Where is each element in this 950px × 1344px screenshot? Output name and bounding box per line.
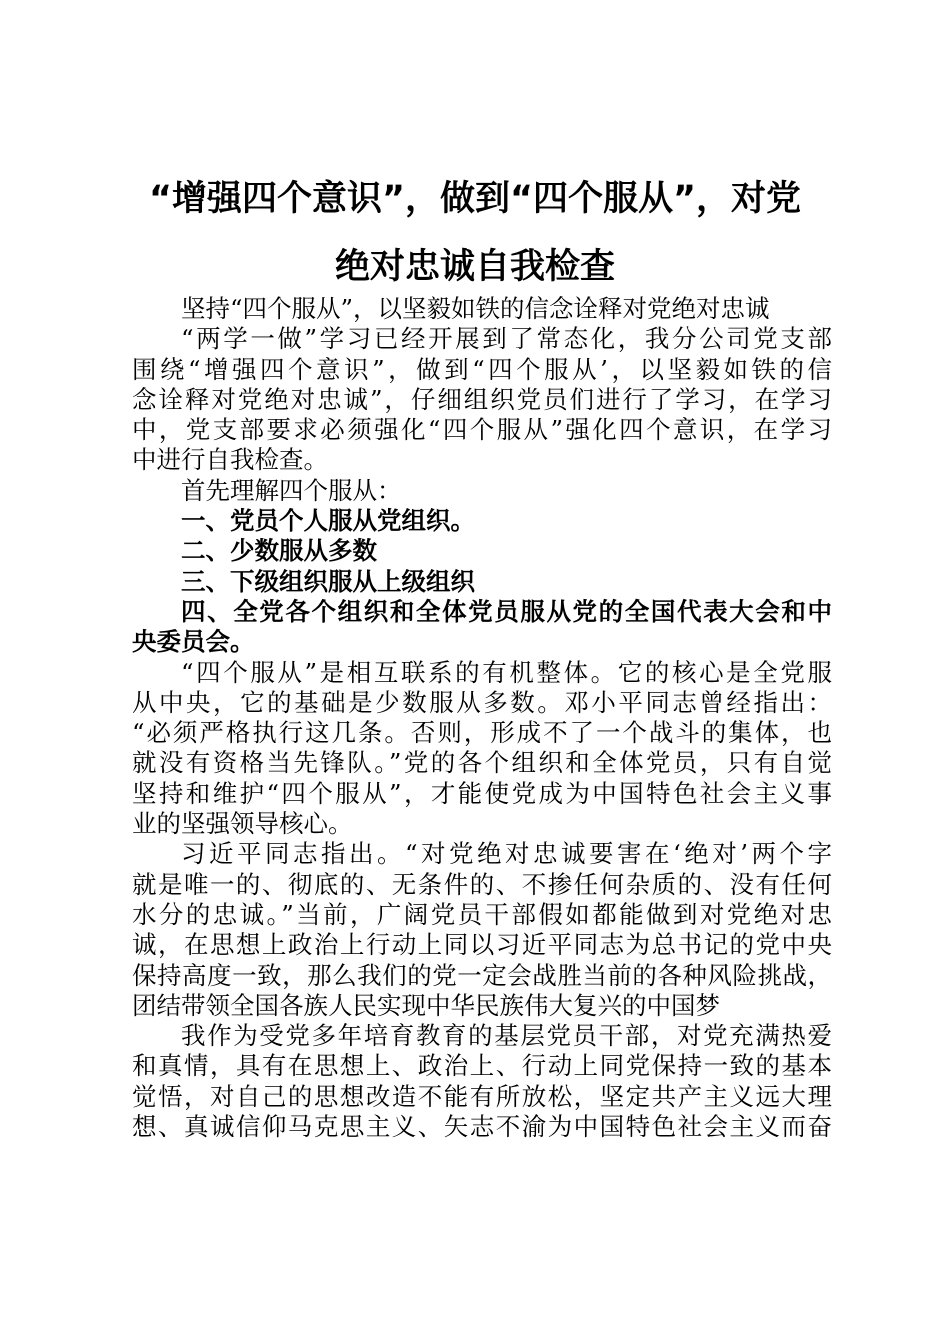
body-line: “四个服从”是相互联系的有机整体。它的核心是全党服: [181, 657, 832, 687]
body-line: 习近平同志指出。“对党绝对忠诚要害在‘绝对’两个字: [181, 839, 832, 869]
body-line: 中进行自我检查。: [132, 445, 328, 475]
document-body: [132, 294, 832, 1142]
body-line: 围绕“增强四个意识”，做到“四个服从’，以坚毅如铁的信: [132, 354, 832, 384]
body-line: 坚持和维护“四个服从”，才能使党成为中国特色社会主义事: [132, 778, 832, 808]
body-line: 业的坚强领导核心。: [132, 809, 353, 839]
body-line: 和真情，具有在思想上、政治上、行动上同党保持一致的基本: [132, 1051, 832, 1081]
body-line: 就没有资格当先锋队。”党的各个组织和全体党员，只有自觉: [132, 748, 832, 778]
body-line: 三、下级组织服从上级组织: [181, 566, 475, 596]
body-line: 坚持“四个服从”，以坚毅如铁的信念诠释对党绝对忠诚: [181, 294, 770, 323]
body-line: 我作为受党多年培育教育的基层党员干部，对党充满热爱: [181, 1021, 832, 1051]
body-line: 水分的忠诚。”当前，广阔党员干部假如都能做到对党绝对忠: [132, 899, 832, 929]
body-line: 想、真诚信仰马克思主义、矢志不渝为中国特色社会主义而奋: [132, 1112, 832, 1142]
document-title-line-2: 绝对忠诚自我检查: [334, 247, 615, 287]
body-line: 团结带领全国各族人民实现中华民族伟大复兴的中国梦: [132, 990, 720, 1020]
body-line: 念诠释对党绝对忠诚”，仔细组织党员们进行了学习，在学习: [132, 384, 832, 414]
body-line: 中，党支部要求必须强化“四个服从”强化四个意识，在学习: [132, 415, 832, 445]
body-line: 就是唯一的、彻底的、无条件的、不掺任何杂质的、没有任何: [132, 869, 832, 899]
body-line: 二、少数服从多数: [181, 536, 377, 566]
body-line: 诚，在思想上政治上行动上同以习近平同志为总书记的党中央: [132, 930, 832, 960]
body-line: 从中央，它的基础是少数服从多数。邓小平同志曾经指出：: [132, 687, 832, 717]
document-title-line-1: “增强四个意识”，做到“四个服从”，对党: [148, 179, 801, 219]
body-line: “必须严格执行这几条。否则，形成不了一个战斗的集体，也: [132, 718, 832, 748]
body-line: 首先理解四个服从：: [181, 475, 402, 505]
body-line: 央委员会。: [132, 627, 255, 657]
body-line: 保持高度一致，那么我们的党一定会战胜当前的各种风险挑战，: [132, 960, 832, 990]
body-line: “两学一做”学习已经开展到了常态化，我分公司党支部: [181, 324, 832, 354]
body-line: 四、全党各个组织和全体党员服从党的全国代表大会和中: [181, 596, 832, 626]
body-line: 觉悟，对自己的思想改造不能有所放松，坚定共产主义远大理: [132, 1081, 832, 1111]
body-line: 一、党员个人服从党组织。: [181, 506, 475, 536]
